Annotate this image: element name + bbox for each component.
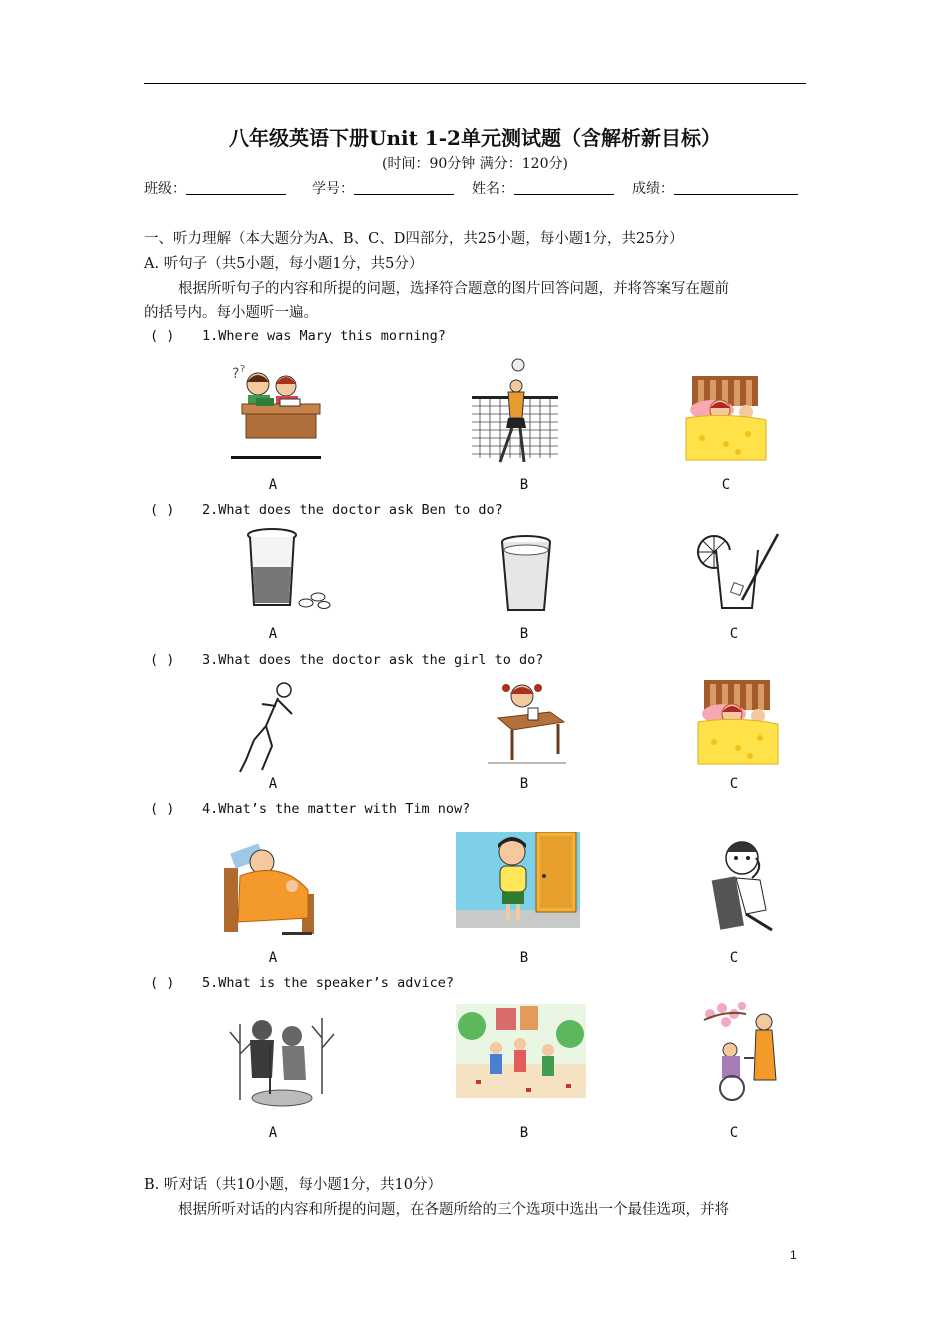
answer-bracket-4[interactable]: ( ) bbox=[150, 801, 175, 817]
option-a-label: A bbox=[268, 776, 278, 792]
page-number: 1 bbox=[790, 1248, 797, 1262]
option-c-label: C bbox=[729, 1125, 739, 1141]
sick-boy-in-bed-image bbox=[222, 838, 318, 938]
students-at-desk-image bbox=[228, 362, 324, 460]
helping-elderly-image bbox=[696, 1000, 790, 1102]
question-5-text: 5.What is the speaker’s advice? bbox=[202, 975, 454, 991]
part-a-instruction: 根据所听句子的内容和所提的问题，选择符合题意的图片回答问题，并将答案写在题前 bbox=[178, 281, 729, 297]
cleaning-park-image bbox=[456, 1004, 586, 1098]
header-rule bbox=[144, 83, 806, 84]
section-heading: 一、听力理解（本大题分为A、B、C、D四部分，共25小题，每小题1分，共25分） bbox=[144, 231, 684, 247]
lemonade-glass-image bbox=[694, 530, 780, 612]
option-b-label: B bbox=[519, 626, 529, 642]
svg-text:?: ? bbox=[232, 366, 240, 382]
score-blank[interactable] bbox=[674, 180, 798, 195]
glass-of-milk-image bbox=[498, 532, 554, 614]
option-c-label: C bbox=[729, 626, 739, 642]
girl-in-bed-image bbox=[694, 676, 782, 766]
option-c-label: C bbox=[721, 477, 731, 493]
option-c-label: C bbox=[729, 776, 739, 792]
name-label: 姓名： bbox=[472, 181, 514, 197]
question-3-text: 3.What does the doctor ask the girl to do? bbox=[202, 652, 544, 668]
option-c-label: C bbox=[729, 950, 739, 966]
option-b-label: B bbox=[519, 477, 529, 493]
question-4-text: 4.What’s the matter with Tim now? bbox=[202, 801, 471, 817]
part-b-heading: B. 听对话（共10小题，每小题1分，共10分） bbox=[144, 1177, 442, 1193]
question-2-text: 2.What does the doctor ask Ben to do? bbox=[202, 502, 503, 518]
name-blank[interactable] bbox=[514, 180, 614, 195]
boy-with-stomachache-image bbox=[456, 832, 580, 928]
option-a-label: A bbox=[268, 950, 278, 966]
part-a-heading: A. 听句子（共5小题，每小题1分，共5分） bbox=[144, 256, 424, 272]
exam-subtitle: (时间：90分钟 满分：120分) bbox=[382, 156, 568, 172]
class-label: 班级： bbox=[144, 181, 186, 197]
score-label: 成绩： bbox=[632, 181, 674, 197]
question-1-text: 1.Where was Mary this morning? bbox=[202, 328, 446, 344]
man-with-toothache-image bbox=[706, 834, 788, 938]
answer-bracket-1[interactable]: ( ) bbox=[150, 328, 175, 344]
running-woman-image bbox=[232, 680, 298, 778]
water-glass-with-pills-image bbox=[244, 527, 334, 611]
answer-bracket-2[interactable]: ( ) bbox=[150, 502, 175, 518]
girl-at-desk-image bbox=[488, 678, 566, 766]
volleyball-player-image bbox=[470, 358, 562, 470]
class-blank[interactable] bbox=[186, 180, 286, 195]
option-b-label: B bbox=[519, 1125, 529, 1141]
option-a-label: A bbox=[268, 477, 278, 493]
svg-text:?: ? bbox=[240, 364, 246, 375]
planting-trees-image bbox=[226, 1004, 342, 1108]
answer-bracket-5[interactable]: ( ) bbox=[150, 975, 175, 991]
girl-in-bed-image bbox=[682, 372, 770, 462]
option-a-label: A bbox=[268, 1125, 278, 1141]
part-b-instruction: 根据所听对话的内容和所提的问题，在各题所给的三个选项中选出一个最佳选项，并将 bbox=[178, 1202, 729, 1218]
part-a-instruction-cont: 的括号内。每小题听一遍。 bbox=[144, 305, 318, 321]
number-blank[interactable] bbox=[354, 180, 454, 195]
answer-bracket-3[interactable]: ( ) bbox=[150, 652, 175, 668]
option-b-label: B bbox=[519, 776, 529, 792]
option-a-label: A bbox=[268, 626, 278, 642]
page-title: 八年级英语下册Unit 1-2单元测试题（含解析新目标） bbox=[229, 126, 721, 150]
number-label: 学号： bbox=[312, 181, 354, 197]
student-info-row bbox=[144, 178, 798, 198]
option-b-label: B bbox=[519, 950, 529, 966]
